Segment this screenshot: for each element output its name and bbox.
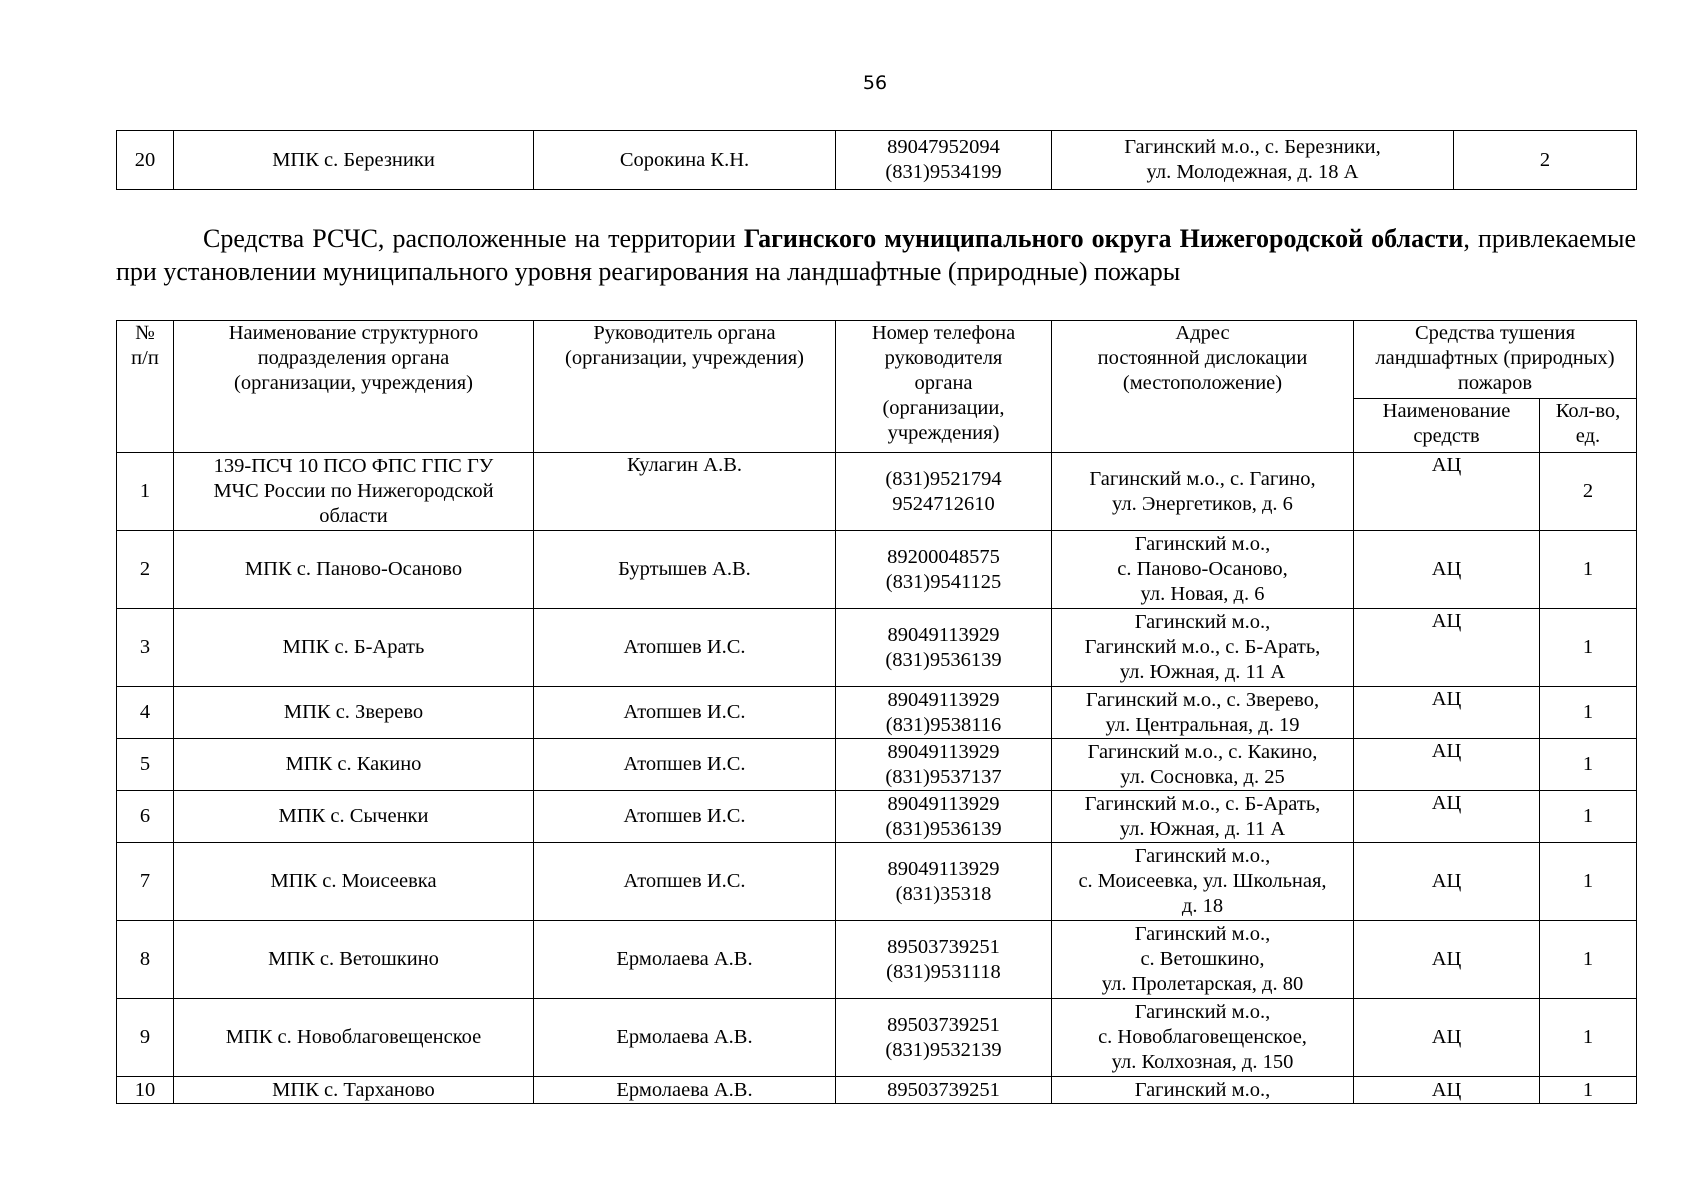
page-number: 56: [862, 72, 888, 94]
address-line: Гагинский м.о.,: [1134, 611, 1271, 633]
unit-name: [174, 791, 534, 843]
address-line: Гагинский м.о., с. Гагино,: [1089, 467, 1316, 490]
address-line: Гагинский м.о., с. Б-Арать,: [1084, 792, 1321, 815]
means-count: [1540, 791, 1637, 843]
phone: [836, 739, 1052, 791]
phone-line: 89049113929: [887, 740, 1000, 763]
means-name: [1354, 791, 1540, 843]
address: [1052, 453, 1354, 531]
header-line: Адрес: [1175, 322, 1230, 344]
address-line: с. Ветошкино,: [1140, 948, 1265, 970]
head-name-line: Ермолаева А.В.: [616, 948, 753, 970]
row-number-line: 6: [139, 805, 151, 827]
address-line: Гагинский м.о., с. Б-Арать,: [1084, 636, 1321, 658]
unit-name: [174, 609, 534, 687]
row-number: 20: [117, 131, 174, 190]
head-name-line: Ермолаева А.В.: [616, 1078, 753, 1101]
head-name: [534, 999, 836, 1077]
header-line: Кол-во,: [1555, 400, 1621, 422]
unit-name-line: МПК с. Зверево: [283, 701, 424, 723]
row-number: [117, 531, 174, 609]
address: [1052, 999, 1354, 1077]
header-line: (организации, учреждения): [565, 347, 804, 369]
phone: [836, 687, 1052, 739]
row-number-line: 9: [139, 1026, 151, 1048]
means-name-line: АЦ: [1431, 792, 1462, 814]
means-name: [1354, 531, 1540, 609]
row-number-line: 5: [139, 753, 151, 775]
unit-name: [174, 687, 534, 739]
forces-table: [116, 320, 1637, 1104]
means-name-line: АЦ: [1431, 558, 1462, 580]
head-name-line: Атопшев И.С.: [623, 701, 746, 723]
header-line: ед.: [1575, 425, 1601, 447]
unit-name: [174, 739, 534, 791]
row-number: [117, 1077, 174, 1104]
row-number-line: 10: [134, 1078, 156, 1101]
header-line: руководителя: [884, 347, 1003, 369]
means-count: [1540, 999, 1637, 1077]
col-header-means-count: [1540, 399, 1637, 453]
unit-name: [174, 531, 534, 609]
address: [1052, 1077, 1354, 1104]
head-name-line: Ермолаева А.В.: [616, 1026, 753, 1048]
unit-name-line: МПК с. Ветошкино: [268, 948, 439, 970]
means-name: [1354, 739, 1540, 791]
table-row: [117, 843, 1637, 921]
row-number: [117, 921, 174, 999]
col-header-number: [117, 321, 174, 453]
table-row: [117, 453, 1637, 531]
table-row: [117, 999, 1637, 1077]
address-line: Гагинский м.о.,: [1134, 1078, 1271, 1101]
means-name-line: АЦ: [1431, 870, 1462, 892]
phone: [836, 843, 1052, 921]
head-name: Сорокина К.Н.: [534, 131, 836, 190]
means-count: [1540, 609, 1637, 687]
head-name: [534, 739, 836, 791]
address-line: ул. Южная, д. 11 А: [1119, 661, 1286, 683]
phone-line: (831)9532139: [885, 1038, 1002, 1061]
means-count-line: 2: [1582, 480, 1594, 502]
section-heading: [116, 222, 1636, 288]
phone-cell: [836, 131, 1052, 190]
means-count-line: 1: [1582, 870, 1594, 892]
means-count: [1540, 531, 1637, 609]
head-name-line: Атопшев И.С.: [623, 636, 746, 658]
means-count-line: 1: [1582, 701, 1594, 723]
row-number: [117, 791, 174, 843]
phone-line: 89049113929: [887, 688, 1000, 711]
phone-line: (831)9536139: [885, 648, 1002, 671]
head-name: [534, 843, 836, 921]
head-name: [534, 921, 836, 999]
address: [1052, 739, 1354, 791]
address-line: Гагинский м.о.,: [1134, 845, 1271, 867]
head-name: [534, 791, 836, 843]
phone-line: 89049113929: [887, 792, 1000, 815]
address-line: Гагинский м.о.,: [1134, 533, 1271, 555]
means-count: [1540, 453, 1637, 531]
head-name: [534, 609, 836, 687]
means-name-line: АЦ: [1431, 948, 1462, 970]
means-count: [1540, 739, 1637, 791]
row-number: [117, 999, 174, 1077]
col-header-phone: [836, 321, 1052, 453]
row-number: [117, 687, 174, 739]
means-count-line: 1: [1582, 948, 1594, 970]
phone-line: 89503739251: [887, 1078, 1000, 1101]
means-name-line: АЦ: [1431, 740, 1462, 762]
phone-line: 89049113929: [887, 857, 1000, 880]
address-line: ул. Колхозная, д. 150: [1111, 1051, 1294, 1073]
address-line: Гагинский м.о.,: [1134, 1001, 1271, 1023]
header-line: подразделения органа: [257, 347, 450, 369]
head-name-line: Атопшев И.С.: [623, 870, 746, 892]
heading-bold-text: Гагинского муниципального округа Нижегородской области: [743, 224, 1464, 253]
address: [1052, 921, 1354, 999]
means-count-line: 1: [1582, 636, 1594, 658]
means-name: [1354, 1077, 1540, 1104]
head-name: [534, 687, 836, 739]
means-name: [1354, 999, 1540, 1077]
address-line: с. Новоблаговещенское,: [1098, 1026, 1307, 1048]
means-count-line: 1: [1582, 805, 1594, 827]
previous-table-row: [116, 130, 1637, 190]
phone: 89047952094: [887, 136, 1000, 158]
phone: [836, 1077, 1052, 1104]
row-number: [117, 609, 174, 687]
address-line: ул. Молодежная, д. 18 А: [1146, 161, 1359, 183]
head-name-line: Атопшев И.С.: [623, 805, 746, 827]
head-name: [534, 531, 836, 609]
unit-name-line: области: [319, 505, 388, 527]
unit-name-line: МПК с. Б-Арать: [282, 636, 425, 658]
address-line: ул. Центральная, д. 19: [1105, 713, 1300, 736]
phone: [836, 791, 1052, 843]
address-line: д. 18: [1181, 895, 1224, 917]
phone: (831)9534199: [885, 161, 1002, 183]
unit-name-line: МПК с. Паново-Осаново: [244, 558, 463, 580]
phone: [836, 531, 1052, 609]
head-name-line: Буртышев А.В.: [618, 558, 751, 580]
address: [1052, 687, 1354, 739]
header-line: учреждения): [887, 422, 1000, 444]
phone-line: 89503739251: [887, 1013, 1000, 1036]
address: [1052, 791, 1354, 843]
means-name-line: АЦ: [1431, 1026, 1462, 1048]
unit-name: [174, 453, 534, 531]
phone-line: 9524712610: [892, 492, 995, 515]
address-line: Гагинский м.о., с. Березники,: [1124, 136, 1381, 158]
table-row: [117, 131, 1637, 190]
unit-name: [174, 999, 534, 1077]
head-name-line: Кулагин А.В.: [626, 454, 742, 476]
header-row: [117, 321, 1637, 399]
header-line: Наименование структурного: [228, 322, 479, 344]
means-name-line: АЦ: [1431, 688, 1462, 710]
address-line: ул. Южная, д. 11 А: [1119, 817, 1286, 840]
phone-line: 89049113929: [887, 623, 1000, 646]
heading-text-end: , привлекаемые при установлении муниципального уровня реагирования на ландшафтные (природные) пожары: [116, 224, 1637, 286]
address: [1052, 531, 1354, 609]
means-count-line: 1: [1582, 753, 1594, 775]
means-count-line: 1: [1582, 1078, 1594, 1101]
phone-line: (831)9521794: [885, 467, 1002, 490]
means-name: [1354, 609, 1540, 687]
col-header-unit: [174, 321, 534, 453]
table-body: [117, 453, 1637, 1104]
head-name: [534, 1077, 836, 1104]
header-line: средств: [1413, 425, 1480, 447]
means-name-line: АЦ: [1431, 1078, 1462, 1101]
header-line: органа: [914, 372, 973, 394]
phone-line: (831)9538116: [885, 713, 1002, 736]
header-line: постоянной дислокации: [1097, 347, 1308, 369]
phone-line: (831)9536139: [885, 817, 1002, 840]
row-number-line: 7: [139, 870, 151, 892]
header-line: (организации, учреждения): [234, 372, 473, 394]
phone-line: (831)9531118: [886, 960, 1001, 983]
address-line: Гагинский м.о., с. Какино,: [1087, 740, 1318, 763]
row-number-line: 1: [139, 480, 151, 502]
address-line: ул. Энергетиков, д. 6: [1112, 492, 1293, 515]
phone-line: 89503739251: [887, 935, 1000, 958]
header-line: №: [135, 322, 155, 344]
table-row: [117, 531, 1637, 609]
means-name: [1354, 921, 1540, 999]
heading-text: Средства РСЧС, расположенные на территории: [203, 224, 744, 253]
table-row: [117, 921, 1637, 999]
address-cell: [1052, 131, 1454, 190]
col-header-means-name: [1354, 399, 1540, 453]
table-row: [117, 791, 1637, 843]
row-number-line: 3: [139, 636, 151, 658]
header-line: Номер телефона: [871, 322, 1016, 344]
unit-name-line: МПК с. Какино: [285, 753, 422, 775]
header-line: п/п: [131, 347, 159, 369]
header-line: пожаров: [1457, 372, 1533, 394]
col-header-means: [1354, 321, 1637, 399]
address-line: с. Паново-Осаново,: [1117, 558, 1288, 580]
means-count-line: 1: [1582, 558, 1594, 580]
unit-name: [174, 921, 534, 999]
means-count: [1540, 1077, 1637, 1104]
count: 2: [1454, 131, 1637, 190]
row-number: [117, 453, 174, 531]
unit-name-line: 139-ПСЧ 10 ПСО ФПС ГПС ГУ: [213, 455, 494, 477]
means-count: [1540, 921, 1637, 999]
unit-name: [174, 1077, 534, 1104]
address-line: ул. Новая, д. 6: [1140, 583, 1265, 605]
header-line: ландшафтных (природных): [1375, 347, 1615, 369]
address-line: Гагинский м.о., с. Зверево,: [1085, 688, 1320, 711]
unit-name-line: МЧС России по Нижегородской: [213, 480, 494, 502]
head-name-line: Атопшев И.С.: [623, 753, 746, 775]
means-name: [1354, 843, 1540, 921]
means-count-line: 1: [1582, 1026, 1594, 1048]
table-row: [117, 1077, 1637, 1104]
means-name: [1354, 453, 1540, 531]
phone-line: (831)35318: [895, 882, 992, 905]
col-header-address: [1052, 321, 1354, 453]
header-line: Руководитель органа: [593, 322, 776, 344]
row-number: [117, 739, 174, 791]
header-line: Наименование: [1382, 400, 1511, 422]
address-line: Гагинский м.о.,: [1134, 923, 1271, 945]
unit-name-line: МПК с. Сыченки: [278, 805, 429, 827]
table-row: [117, 609, 1637, 687]
means-count: [1540, 843, 1637, 921]
phone: [836, 921, 1052, 999]
table-row: [117, 739, 1637, 791]
unit-name-line: МПК с. Тарханово: [272, 1078, 435, 1101]
header-line: (местоположение): [1122, 372, 1283, 394]
unit-name: [174, 843, 534, 921]
means-name: [1354, 687, 1540, 739]
phone: [836, 453, 1052, 531]
row-number-line: 2: [139, 558, 151, 580]
phone-line: 89200048575: [887, 545, 1000, 568]
table-row: [117, 687, 1637, 739]
address: [1052, 843, 1354, 921]
means-name-line: АЦ: [1431, 610, 1462, 632]
row-number-line: 4: [139, 701, 151, 723]
address: [1052, 609, 1354, 687]
col-header-head: [534, 321, 836, 453]
address-line: с. Моисеевка, ул. Школьная,: [1078, 870, 1327, 892]
unit-name: МПК с. Березники: [174, 131, 534, 190]
phone: [836, 999, 1052, 1077]
row-number-line: 8: [139, 948, 151, 970]
means-count: [1540, 687, 1637, 739]
header-line: (организации,: [882, 397, 1005, 419]
phone-line: (831)9537137: [885, 765, 1002, 788]
head-name: [534, 453, 836, 531]
phone-line: (831)9541125: [885, 570, 1002, 593]
address-line: ул. Сосновка, д. 25: [1120, 765, 1285, 788]
header-line: Средства тушения: [1414, 322, 1576, 344]
unit-name-line: МПК с. Новоблаговещенское: [225, 1026, 482, 1048]
means-name-line: АЦ: [1431, 454, 1462, 476]
row-number: [117, 843, 174, 921]
address-line: ул. Пролетарская, д. 80: [1101, 973, 1304, 995]
unit-name-line: МПК с. Моисеевка: [270, 870, 437, 892]
phone: [836, 609, 1052, 687]
